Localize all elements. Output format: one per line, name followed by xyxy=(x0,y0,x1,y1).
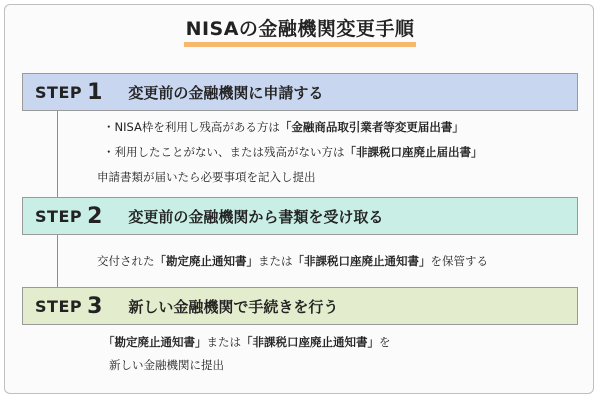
step-2-connector xyxy=(57,235,58,287)
step-3-line-2 xyxy=(109,356,224,374)
step-1-line-2 xyxy=(103,143,483,161)
step-1-line-2-form: 「非課税口座廃止届出書」 xyxy=(344,145,483,159)
step-1-word: STEP xyxy=(35,82,83,102)
step-2-line-1 xyxy=(97,252,488,270)
step-2-line-1-suffix: を保管する xyxy=(430,254,488,268)
page-title-text: NISAの金融機関変更手順 xyxy=(184,16,417,47)
step-3-line-1-form-2: 「非課税口座廃止通知書」 xyxy=(241,335,379,349)
step-2-line-1-prefix: 交付された xyxy=(97,254,155,268)
step-3-line-2-text: 新しい金融機関に提出 xyxy=(109,358,224,372)
step-3-header xyxy=(22,287,578,325)
step-2-header xyxy=(22,197,578,235)
step-1-number: 1 xyxy=(87,79,103,105)
step-2-number: 2 xyxy=(87,203,103,229)
step-2-line-1-mid: または xyxy=(258,254,293,268)
step-3-line-1-suffix: を xyxy=(379,335,391,349)
step-1-title: 変更前の金融機関に申請する xyxy=(128,83,324,102)
step-1-header xyxy=(22,73,578,111)
step-2-line-1-form-2: 「非課税口座廃止通知書」 xyxy=(292,254,431,268)
step-3-line-1 xyxy=(103,333,391,351)
step-1-line-1 xyxy=(103,118,464,136)
step-1-connector xyxy=(57,111,58,197)
step-2-word: STEP xyxy=(35,206,83,226)
step-1-line-1-form: 「金融商品取引業者等変更届出書」 xyxy=(279,120,464,134)
step-3-title: 新しい金融機関で手続きを行う xyxy=(128,297,339,316)
page-title xyxy=(0,16,600,47)
step-1-line-1-text: ・NISA枠を利用し残高がある方は xyxy=(103,120,280,134)
step-2-line-1-form-1: 「勘定廃止通知書」 xyxy=(154,254,258,268)
step-1-line-3 xyxy=(97,168,316,186)
step-3-line-1-form-1: 「勘定廃止通知書」 xyxy=(103,335,207,349)
step-1-line-3-text: 申請書類が届いたら必要事項を記入し提出 xyxy=(97,170,316,184)
step-3-word: STEP xyxy=(35,296,83,316)
step-1-line-2-text: ・利用したことがない、または残高がない方は xyxy=(103,145,345,159)
step-3-number: 3 xyxy=(87,293,103,319)
step-2-title: 変更前の金融機関から書類を受け取る xyxy=(128,207,384,226)
step-3-line-1-mid: または xyxy=(206,335,241,349)
